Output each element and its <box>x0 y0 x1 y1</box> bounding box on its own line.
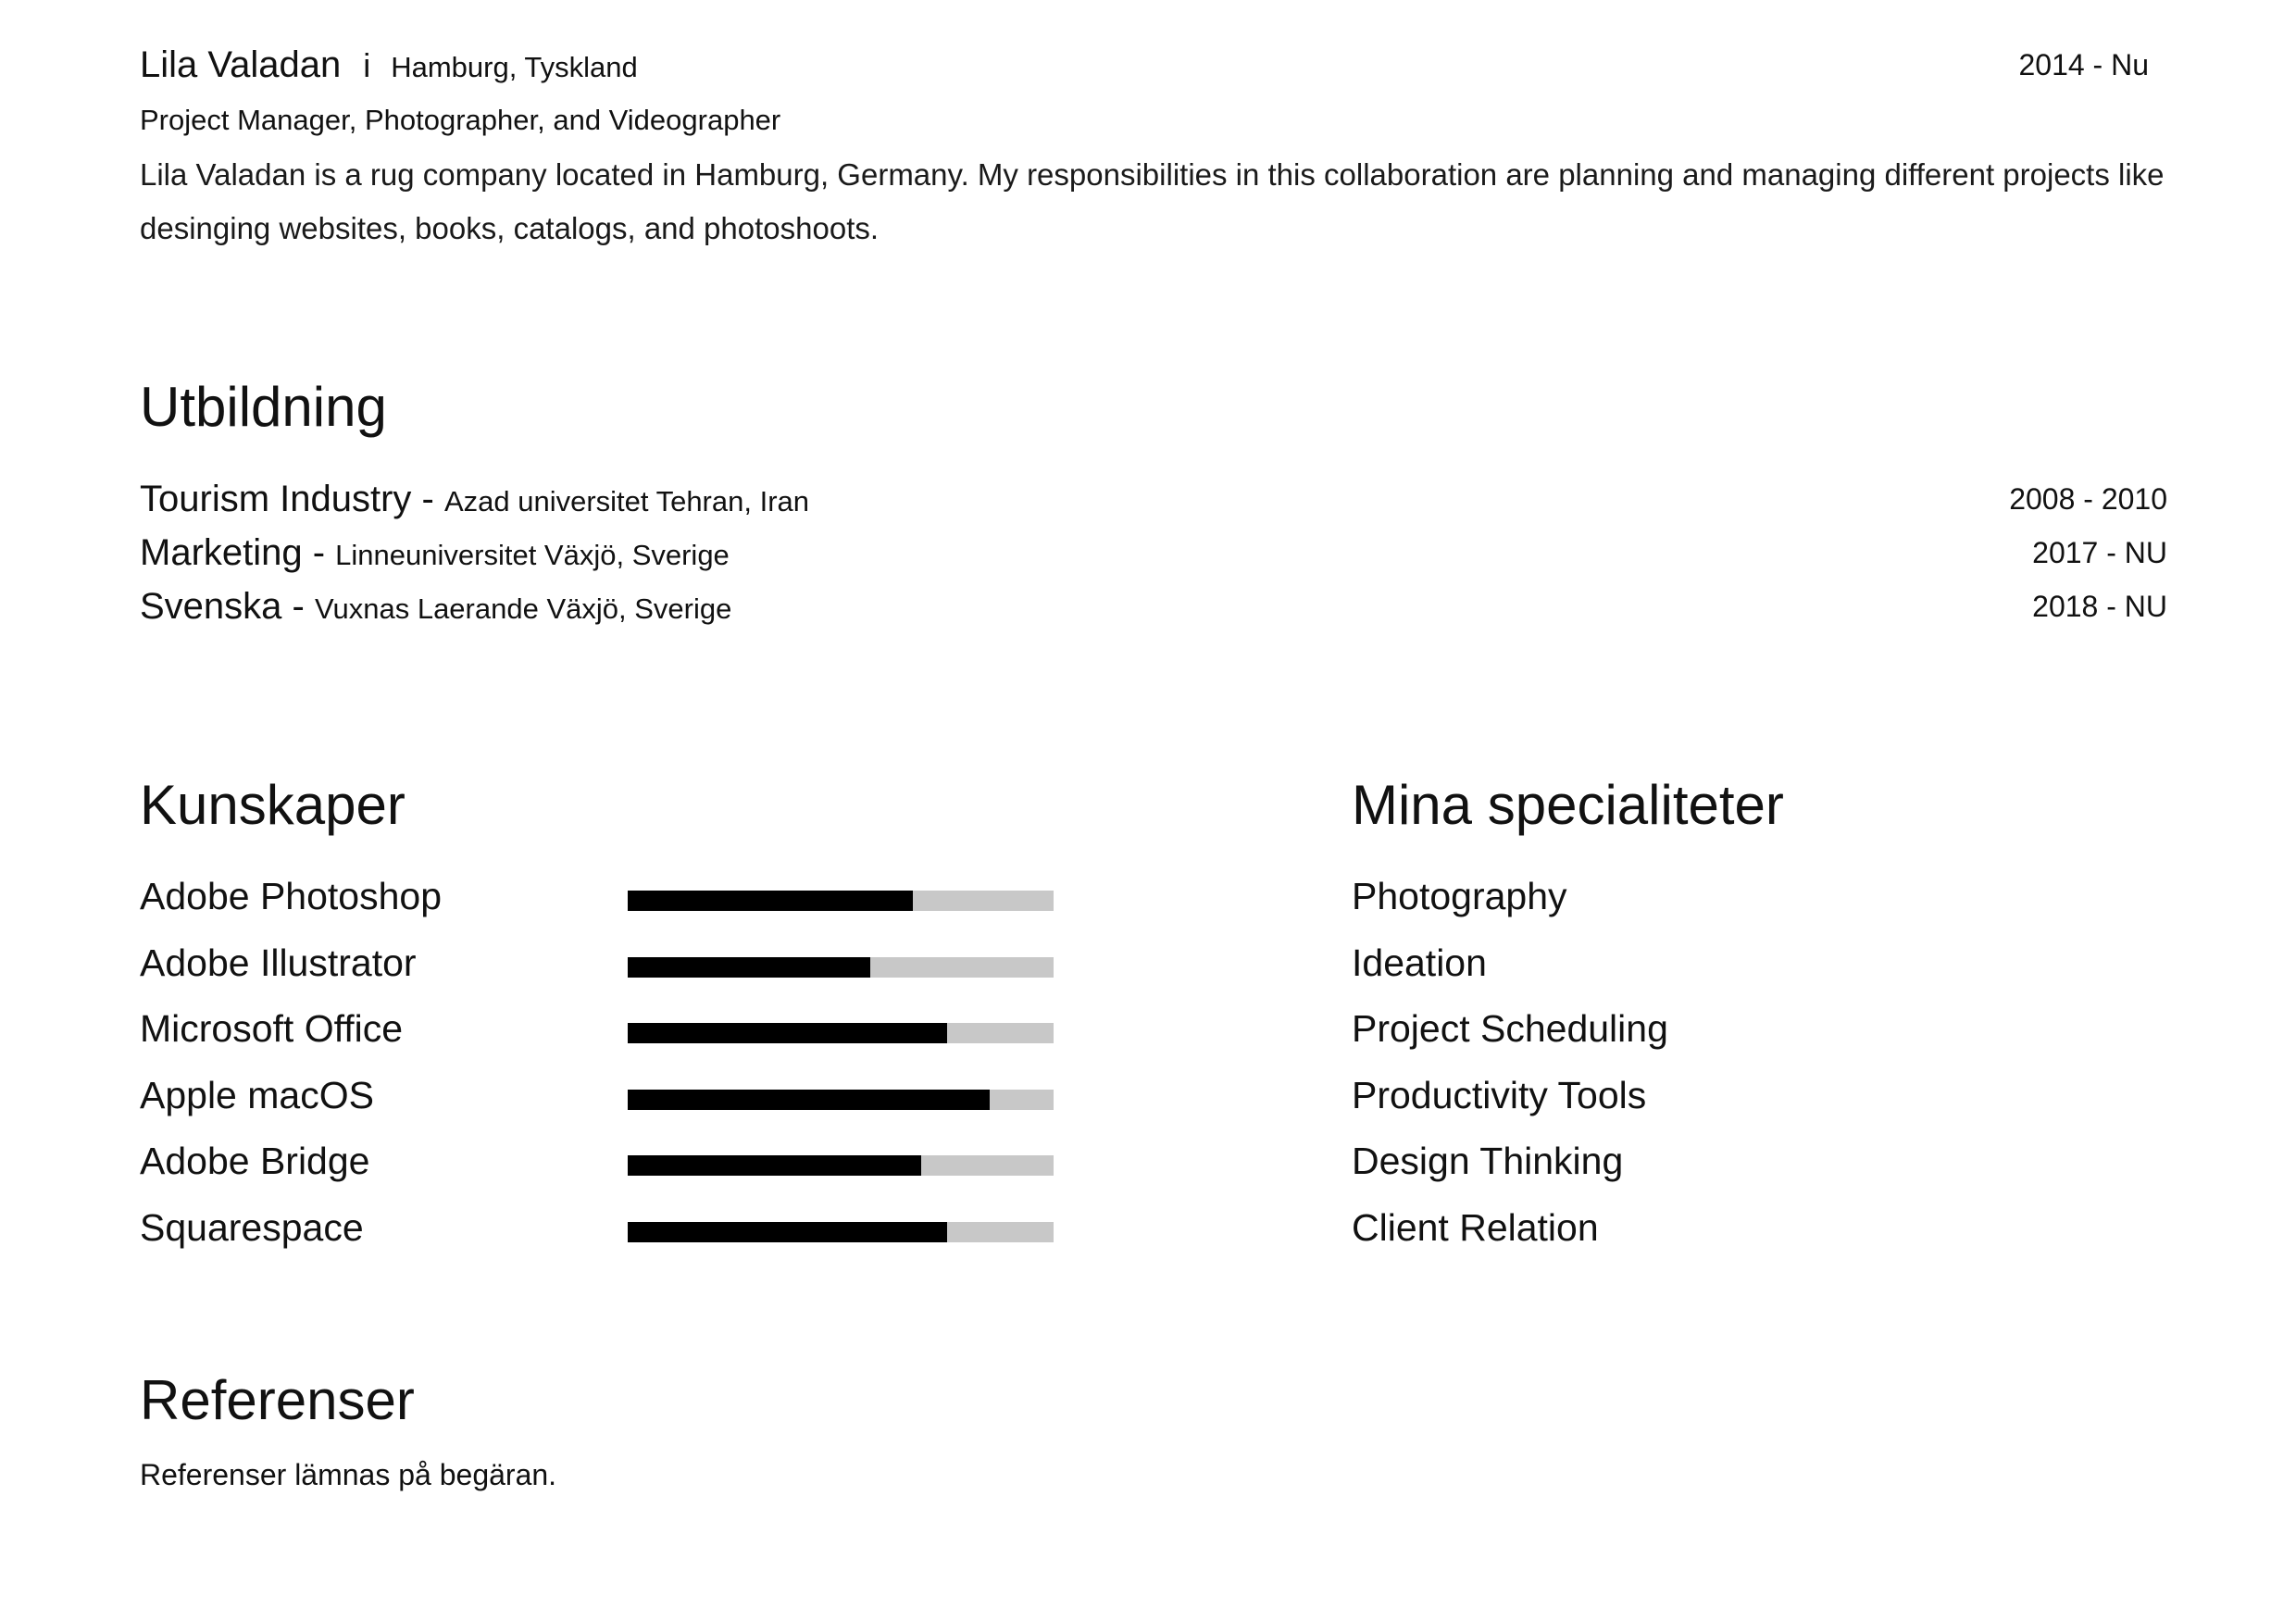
skill-level-bar <box>628 1090 1054 1110</box>
experience-role: Project Manager, Photographer, and Videographer <box>140 104 781 136</box>
education-subject: Marketing <box>140 532 303 573</box>
specialty-item: Photography <box>1352 875 1567 917</box>
specialty-item: Design Thinking <box>1352 1140 1624 1182</box>
education-separator: - <box>302 532 336 573</box>
skill-name: Adobe Bridge <box>140 1140 370 1182</box>
education-heading: Utbildning <box>140 376 387 438</box>
skill-level-bar <box>628 957 1054 978</box>
skill-level-fill <box>628 1155 921 1176</box>
education-years: 2008 - 2010 <box>2009 482 2167 516</box>
skill-level-bar <box>628 1023 1054 1043</box>
education-school: Azad universitet Tehran, Iran <box>443 485 810 517</box>
skill-name: Apple macOS <box>140 1073 374 1116</box>
education-list <box>140 472 2167 633</box>
education-item <box>140 472 2167 526</box>
experience-location: Hamburg, Tyskland <box>391 51 638 83</box>
skill-level-fill <box>628 1222 947 1242</box>
education-school: Vuxnas Laerande Växjö, Sverige <box>314 592 732 625</box>
education-separator: - <box>411 479 444 519</box>
education-years: 2017 - NU <box>2032 536 2167 569</box>
references-heading: Referenser <box>140 1369 415 1431</box>
specialty-item: Client Relation <box>1352 1205 1599 1249</box>
education-item <box>140 580 2167 633</box>
skill-name: Adobe Illustrator <box>140 941 417 984</box>
experience-company: Lila Valadan <box>140 44 342 85</box>
skill-level-bar <box>628 891 1054 911</box>
skill-name: Adobe Photoshop <box>140 875 442 917</box>
skill-item <box>140 935 1066 1002</box>
skills-list <box>140 868 1066 1265</box>
skills-heading: Kunskaper <box>140 774 406 836</box>
specialties-list <box>1352 868 2185 1265</box>
skill-level-fill <box>628 891 913 911</box>
skill-level-bar <box>628 1155 1054 1176</box>
skill-name: Microsoft Office <box>140 1007 404 1050</box>
education-subject: Tourism Industry <box>140 479 412 519</box>
specialty-item: Ideation <box>1352 941 1487 984</box>
experience-description: Lila Valadan is a rug company located in Hamburg, Germany. My responsibilities in this collaboration are planning and managing different projects like desinging websites, books, catalogs, and photoshoots. <box>140 157 2165 245</box>
specialty-item: Productivity Tools <box>1352 1073 1647 1116</box>
skill-item <box>140 1133 1066 1200</box>
skill-item <box>140 1067 1066 1134</box>
experience-header <box>140 37 2167 93</box>
skill-level-fill <box>628 1090 990 1110</box>
education-years: 2018 - NU <box>2032 590 2167 623</box>
skill-item <box>140 1200 1066 1266</box>
references-text: Referenser lämnas på begäran. <box>140 1458 557 1491</box>
education-separator: - <box>281 586 315 627</box>
skill-level-fill <box>628 957 870 978</box>
skill-name: Squarespace <box>140 1205 364 1249</box>
education-item <box>140 526 2167 580</box>
experience-dates: 2014 - Nu <box>2018 48 2149 81</box>
education-school: Linneuniversitet Växjö, Sverige <box>335 539 730 571</box>
info-icon: i <box>363 46 371 84</box>
education-subject: Svenska <box>140 586 282 627</box>
skill-item <box>140 1001 1066 1067</box>
specialties-heading: Mina specialiteter <box>1352 774 1784 836</box>
specialty-item: Project Scheduling <box>1352 1007 1668 1050</box>
skill-level-fill <box>628 1023 947 1043</box>
skill-item <box>140 868 1066 935</box>
skill-level-bar <box>628 1222 1054 1242</box>
